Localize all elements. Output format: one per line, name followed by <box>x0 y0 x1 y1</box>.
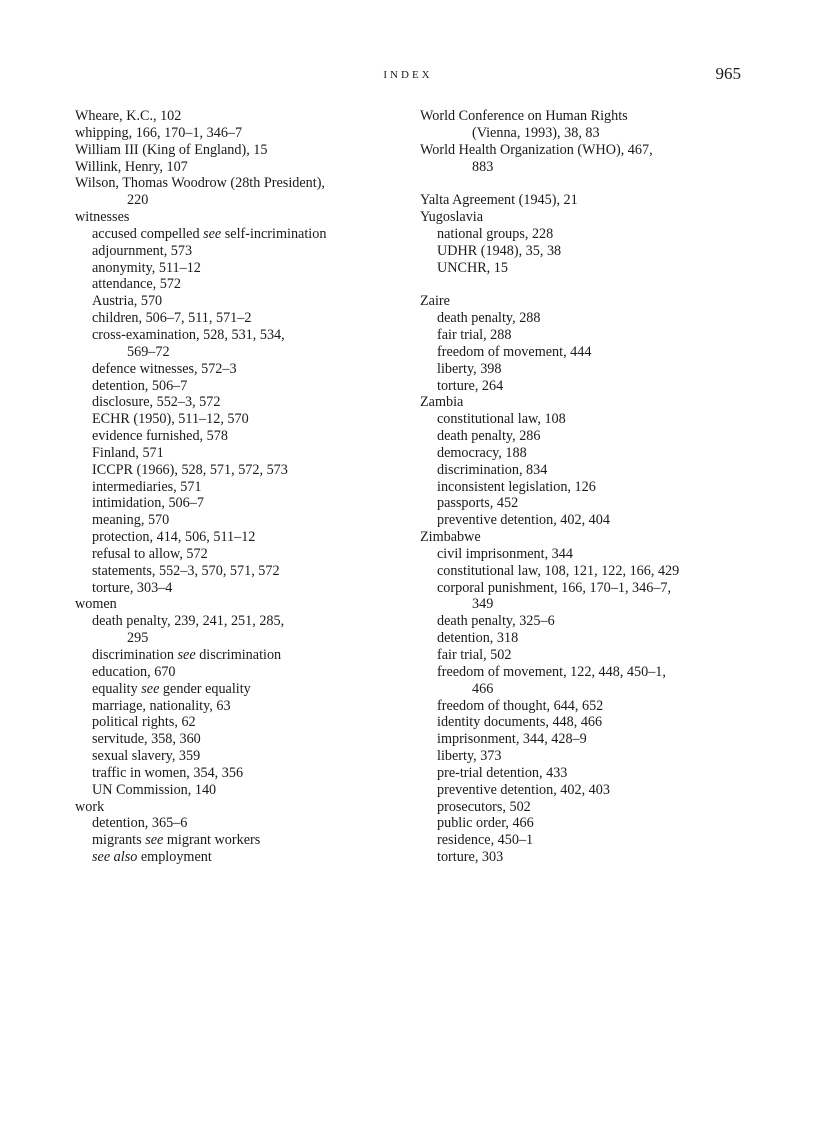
entry-text: accused compelled <box>92 225 204 242</box>
entry-text: servitude, 358, 360 <box>92 731 201 748</box>
index-continuation <box>75 192 415 209</box>
entry-text: pre-trial detention, 433 <box>437 764 568 781</box>
entry-text: (Vienna, 1993), 38, 83 <box>472 124 600 141</box>
index-subentry <box>420 378 760 395</box>
entry-text: intimidation, 506–7 <box>92 495 204 512</box>
entry-text: liberty, 373 <box>437 748 502 765</box>
entry-text: sexual slavery, 359 <box>92 748 201 765</box>
index-subentry <box>75 361 415 378</box>
index-continuation <box>75 630 415 647</box>
entry-text: migrant workers <box>163 832 261 849</box>
entry-text: liberty, 398 <box>437 360 502 377</box>
index-subentry <box>420 664 760 681</box>
index-subentry <box>420 698 760 715</box>
index-subentry <box>75 428 415 445</box>
index-subentry <box>420 630 760 647</box>
index-subentry <box>420 445 760 462</box>
entry-text: political rights, 62 <box>92 714 196 731</box>
index-subentry <box>75 479 415 496</box>
entry-text: constitutional law, 108, 121, 122, 166, 429 <box>437 562 680 579</box>
cross-reference-term: see <box>145 832 164 849</box>
entry-text: detention, 365–6 <box>92 815 188 832</box>
index-subentry <box>75 495 415 512</box>
index-subentry <box>420 782 760 799</box>
index-subentry <box>75 681 415 698</box>
entry-text: inconsistent legislation, 126 <box>437 478 596 495</box>
index-subentry <box>75 563 415 580</box>
entry-text: defence witnesses, 572–3 <box>92 360 237 377</box>
index-subentry <box>420 310 760 327</box>
index-subentry <box>75 512 415 529</box>
entry-text: William III (King of England), 15 <box>75 141 268 158</box>
cross-reference-term: see also <box>92 849 138 866</box>
entry-text: torture, 303–4 <box>92 579 173 596</box>
entry-text: residence, 450–1 <box>437 832 534 849</box>
entry-text: self-incrimination <box>221 225 327 242</box>
entry-text: statements, 552–3, 570, 571, 572 <box>92 562 280 579</box>
entry-text: Wheare, K.C., 102 <box>75 108 182 124</box>
entry-text: 466 <box>472 680 494 697</box>
entry-text: Zimbabwe <box>420 529 481 546</box>
entry-text: equality <box>92 680 142 697</box>
index-entry <box>75 159 415 176</box>
entry-text: women <box>75 596 117 613</box>
index-subentry <box>75 243 415 260</box>
entry-text: disclosure, 552–3, 572 <box>92 394 221 411</box>
entry-text: ICCPR (1966), 528, 571, 572, 573 <box>92 461 288 478</box>
entry-text: traffic in women, 354, 356 <box>92 764 244 781</box>
entry-text: identity documents, 448, 466 <box>437 714 603 731</box>
entry-text: 349 <box>472 596 494 613</box>
index-entry <box>75 799 415 816</box>
index-subentry <box>420 546 760 563</box>
entry-text: refusal to allow, 572 <box>92 545 208 562</box>
cross-reference-term: see <box>177 647 196 663</box>
index-subentry <box>420 613 760 630</box>
index-subentry <box>75 664 415 681</box>
entry-text: whipping, 166, 170–1, 346–7 <box>75 124 243 141</box>
entry-text: marriage, nationality, 63 <box>92 697 231 714</box>
index-subentry <box>420 799 760 816</box>
index-subentry <box>75 378 415 395</box>
index-subentry <box>75 293 415 310</box>
index-subentry <box>420 748 760 765</box>
index-subentry <box>420 815 760 832</box>
index-subentry <box>75 782 415 799</box>
entry-text: torture, 264 <box>437 377 504 394</box>
entry-text: Zambia <box>420 394 464 411</box>
entry-text: 295 <box>127 630 149 647</box>
entry-text: discrimination <box>92 647 178 663</box>
index-subentry <box>420 563 760 580</box>
index-continuation <box>420 596 760 613</box>
index-entry <box>420 394 760 411</box>
entry-text: preventive detention, 402, 403 <box>437 781 610 798</box>
index-entry <box>75 108 415 125</box>
index-entry <box>75 142 415 159</box>
entry-text: migrants <box>92 832 146 849</box>
index-subentry <box>420 832 760 849</box>
page-number: 965 <box>715 64 741 83</box>
entry-text: death penalty, 288 <box>437 310 541 327</box>
entry-text: Willink, Henry, 107 <box>75 158 188 175</box>
entry-text: meaning, 570 <box>92 512 170 529</box>
index-subentry <box>420 462 760 479</box>
index-subentry <box>420 479 760 496</box>
index-entry <box>420 293 760 310</box>
index-subentry <box>420 495 760 512</box>
page-header <box>0 64 816 88</box>
index-column-right <box>420 108 760 866</box>
section-gap <box>420 175 760 192</box>
index-column-left <box>75 108 415 866</box>
index-subentry <box>420 731 760 748</box>
index-subentry <box>75 765 415 782</box>
entry-text: World Health Organization (WHO), 467, <box>420 141 653 158</box>
index-subentry <box>75 260 415 277</box>
entry-text: Finland, 571 <box>92 444 164 461</box>
index-subentry <box>75 310 415 327</box>
entry-text: civil imprisonment, 344 <box>437 545 573 562</box>
entry-text: freedom of movement, 122, 448, 450–1, <box>437 663 666 680</box>
entry-text: fair trial, 502 <box>437 647 512 663</box>
entry-text: UN Commission, 140 <box>92 781 217 798</box>
entry-text: Yugoslavia <box>420 209 484 226</box>
index-subentry <box>75 580 415 597</box>
entry-text: freedom of movement, 444 <box>437 343 592 360</box>
index-subentry <box>75 647 415 664</box>
index-entry <box>75 125 415 142</box>
index-subentry <box>75 613 415 630</box>
index-subentry <box>420 327 760 344</box>
index-entry <box>75 175 415 192</box>
entry-text: imprisonment, 344, 428–9 <box>437 731 587 748</box>
index-subentry <box>420 344 760 361</box>
index-entry <box>75 209 415 226</box>
index-subentry <box>420 428 760 445</box>
entry-text: freedom of thought, 644, 652 <box>437 697 604 714</box>
entry-text: detention, 506–7 <box>92 377 188 394</box>
index-entry <box>420 108 760 125</box>
index-subentry <box>420 411 760 428</box>
entry-text: protection, 414, 506, 511–12 <box>92 529 256 546</box>
entry-text: passports, 452 <box>437 495 519 512</box>
index-subentry <box>75 529 415 546</box>
index-entry <box>420 142 760 159</box>
index-subentry <box>420 714 760 731</box>
entry-text: democracy, 188 <box>437 444 527 461</box>
entry-text: 883 <box>472 158 494 175</box>
index-continuation <box>420 159 760 176</box>
index-subentry <box>420 765 760 782</box>
index-entry <box>75 596 415 613</box>
entry-text: national groups, 228 <box>437 225 554 242</box>
entry-text: gender equality <box>159 680 251 697</box>
entry-text: witnesses <box>75 209 130 226</box>
entry-text: cross-examination, 528, 531, 534, <box>92 326 285 343</box>
entry-text: torture, 303 <box>437 849 504 866</box>
index-subentry <box>420 361 760 378</box>
entry-text: detention, 318 <box>437 630 519 647</box>
index-subentry <box>420 226 760 243</box>
index-subentry <box>420 512 760 529</box>
entry-text: constitutional law, 108 <box>437 411 566 428</box>
index-subentry <box>75 445 415 462</box>
entry-text: World Conference on Human Rights <box>420 108 628 124</box>
entry-text: evidence furnished, 578 <box>92 428 228 445</box>
index-continuation <box>420 125 760 142</box>
index-subentry <box>75 748 415 765</box>
cross-reference-term: see <box>203 225 222 242</box>
entry-text: UNCHR, 15 <box>437 259 508 276</box>
entry-text: attendance, 572 <box>92 276 182 293</box>
index-subentry <box>75 546 415 563</box>
entry-text: death penalty, 286 <box>437 428 541 445</box>
index-subentry <box>420 243 760 260</box>
index-entry <box>420 192 760 209</box>
index-subentry <box>420 580 760 597</box>
entry-text: corporal punishment, 166, 170–1, 346–7, <box>437 579 672 596</box>
index-continuation <box>75 344 415 361</box>
entry-text: ECHR (1950), 511–12, 570 <box>92 411 249 428</box>
entry-text: Zaire <box>420 293 450 310</box>
cross-reference-term: see <box>141 680 160 697</box>
entry-text: Yalta Agreement (1945), 21 <box>420 192 578 209</box>
entry-text: work <box>75 798 105 815</box>
entry-text: death penalty, 325–6 <box>437 613 555 630</box>
entry-text: fair trial, 288 <box>437 326 512 343</box>
entry-text: education, 670 <box>92 663 176 680</box>
entry-text: intermediaries, 571 <box>92 478 202 495</box>
index-subentry <box>75 226 415 243</box>
index-subentry <box>75 849 415 866</box>
section-gap <box>420 276 760 293</box>
index-subentry <box>75 462 415 479</box>
index-subentry <box>75 731 415 748</box>
entry-text: discrimination <box>195 647 282 663</box>
entry-text: death penalty, 239, 241, 251, 285, <box>92 613 285 630</box>
entry-text: Austria, 570 <box>92 293 163 310</box>
index-subentry <box>75 411 415 428</box>
index-entry <box>420 529 760 546</box>
entry-text: public order, 466 <box>437 815 534 832</box>
entry-text: prosecutors, 502 <box>437 798 531 815</box>
index-entry <box>420 209 760 226</box>
index-subentry <box>75 832 415 849</box>
index-subentry <box>75 698 415 715</box>
index-subentry <box>420 849 760 866</box>
entry-text: Wilson, Thomas Woodrow (28th President), <box>75 175 325 192</box>
index-subentry <box>75 327 415 344</box>
index-subentry <box>420 260 760 277</box>
index-subentry <box>75 276 415 293</box>
entry-text: UDHR (1948), 35, 38 <box>437 242 562 259</box>
entry-text: anonymity, 511–12 <box>92 259 201 276</box>
running-head: INDEX <box>383 69 433 81</box>
entry-text: adjournment, 573 <box>92 242 193 259</box>
entry-text: 220 <box>127 192 149 209</box>
index-subentry <box>420 647 760 664</box>
index-subentry <box>75 394 415 411</box>
entry-text: children, 506–7, 511, 571–2 <box>92 310 252 327</box>
entry-text: preventive detention, 402, 404 <box>437 512 610 529</box>
entry-text: 569–72 <box>127 343 170 360</box>
entry-text: employment <box>137 849 212 866</box>
entry-text: discrimination, 834 <box>437 461 548 478</box>
index-subentry <box>75 815 415 832</box>
index-continuation <box>420 681 760 698</box>
index-subentry <box>75 714 415 731</box>
